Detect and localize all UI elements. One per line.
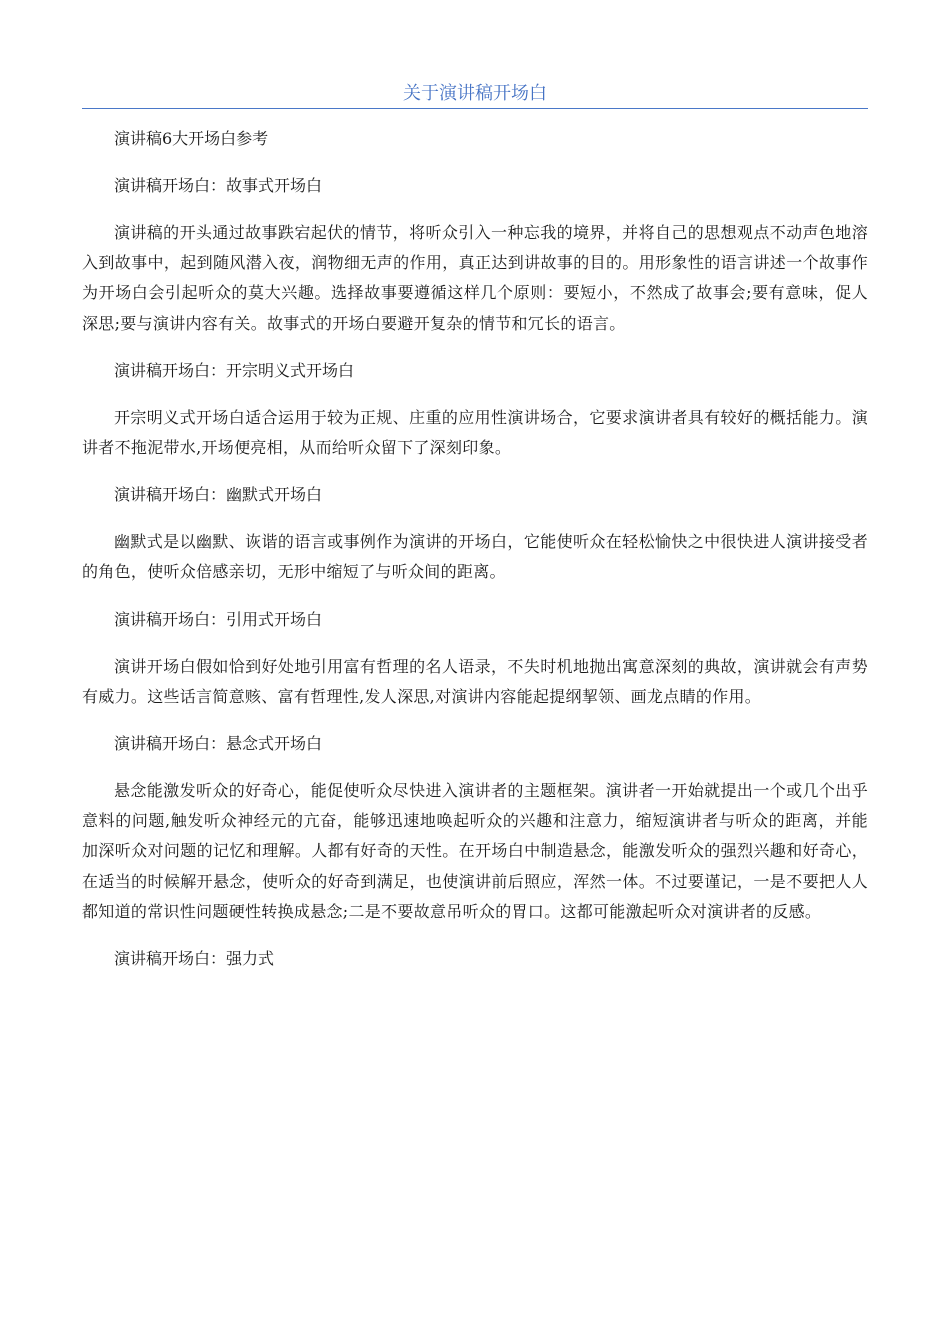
title-underline [82,108,868,109]
section-body-suspense: 悬念能激发听众的好奇心，能促使听众尽快进入演讲者的主题框架。演讲者一开始就提出一个或几个出乎意料的问题,触发听众神经元的亢奋，能够迅速地唤起听众的兴趣和注意力，缩短演讲者与听众的距离，并能加深听众对问题的记忆和理解。人都有好奇的天性。在开场白中制造悬念，能激发听众的强烈兴趣和好奇心，在适当的时候解开悬念，使听众的好奇到满足，也使演讲前后照应，浑然一体。不过要谨记，一是不要把人人都知道的常识性问题硬性转换成悬念;二是不要故意吊听众的胃口。这都可能激起听众对演讲者的反感。 [82,781,868,921]
section-body-quote: 演讲开场白假如恰到好处地引用富有哲理的名人语录，不失时机地抛出寓意深刻的典故，演讲就会有声势有威力。这些话言简意赅、富有哲理性,发人深思,对演讲内容能起提纲挈领、画龙点睛的作用。 [82,656,868,706]
document-title: 关于演讲稿开场白 [403,83,547,104]
section-heading-quote: 演讲稿开场白：引用式开场白 [114,609,323,629]
section-body-humor: 幽默式是以幽默、诙谐的语言或事例作为演讲的开场白，它能使听众在轻松愉快之中很快进人演讲接受者的角色，使听众倍感亲切，无形中缩短了与听众间的距离。 [82,532,868,582]
section-heading-direct: 演讲稿开场白：开宗明义式开场白 [114,360,355,380]
section-body-story: 演讲稿的开头通过故事跌宕起伏的情节，将听众引入一种忘我的境界，并将自己的思想观点不动声色地溶入到故事中，起到随风潜入夜，润物细无声的作用，真正达到讲故事的目的。用形象性的语言讲述一个故事作为开场白会引起听众的莫大兴趣。选择故事要遵循这样几个原则：要短小，不然成了故事会;要有意味，促人深思;要与演讲内容有关。故事式的开场白要避开复杂的情节和冗长的语言。 [82,223,868,333]
section-heading-suspense: 演讲稿开场白：悬念式开场白 [114,734,323,754]
document-body [82,124,868,991]
section-body-direct: 开宗明义式开场白适合运用于较为正规、庄重的应用性演讲场合，它要求演讲者具有较好的概括能力。演讲者不拖泥带水,开场便亮相，从而给听众留下了深刻印象。 [82,407,868,458]
section-heading-story: 演讲稿开场白：故事式开场白 [114,176,323,195]
section-heading-strong: 演讲稿开场白：强力式 [114,949,275,969]
section-heading-humor: 演讲稿开场白：幽默式开场白 [114,485,323,505]
document-subtitle: 演讲稿6大开场白参考 [114,129,269,148]
